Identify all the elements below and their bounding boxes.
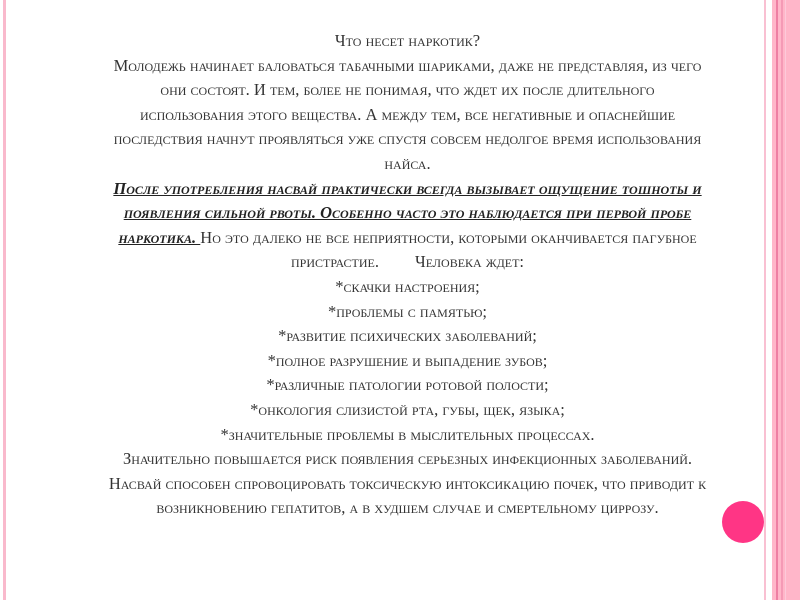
emphasis-line: появления сильной рвоты. Особенно часто это наблюдается при первой пробе: [123, 203, 692, 223]
mixed-line: [40, 250, 775, 275]
closing-line: Значительно повышается риск появления серьезных инфекционных заболеваний.: [122, 449, 693, 469]
closing-line: возникновению гепатитов, а в худшем случае и смертельному циррозу.: [156, 498, 659, 518]
emphasis-line: После употребления насвай практически всегда вызывает ощущение тошноты и: [113, 178, 702, 198]
slide-text: [40, 29, 775, 521]
intro-line: последствия начнут проявляться уже спустя совсем недолгое время использования: [113, 129, 702, 149]
expects-label: Человека ждет:: [415, 252, 525, 272]
intro-line: Молодежь начинает баловаться табачными шариками, даже не представляя, из чего: [113, 55, 702, 75]
effect-item: *полное разрушение и выпадение зубов;: [267, 350, 548, 370]
band-stripe: [785, 0, 786, 600]
right-decorative-band: [772, 0, 800, 600]
effect-item: *скачки настроения;: [335, 276, 480, 296]
continuation-text: Но это далеко не все неприятности, которыми оканчивается пагубное: [200, 227, 697, 247]
closing-line: Насвай способен спровоцировать токсическую интоксикацию почек, что приводит к: [108, 473, 707, 493]
effect-item: *онкология слизистой рта, губы, щек, языка;: [250, 399, 565, 419]
effect-item: *проблемы с памятью;: [328, 301, 487, 321]
left-border-line: [3, 0, 6, 600]
effect-item: *значительные проблемы в мыслительных процессах.: [220, 424, 595, 444]
band-stripe: [781, 0, 783, 600]
slide-title: Что несет наркотик?: [334, 31, 481, 50]
effect-item: *развитие психических заболеваний;: [278, 326, 537, 346]
effect-item: *различные патологии ротовой полости;: [266, 375, 549, 395]
emphasis-line: наркотика.: [118, 227, 201, 247]
band-stripe: [776, 0, 778, 600]
intro-line: найса.: [384, 153, 431, 173]
mixed-line: [40, 226, 775, 251]
addiction-word: пристрастие.: [290, 252, 379, 272]
intro-line: использования этого вещества. А между тем, все негативные и опаснейшие: [139, 104, 676, 124]
intro-line: они состоят. И тем, более не понимая, что ждет их после длительного: [160, 80, 655, 100]
